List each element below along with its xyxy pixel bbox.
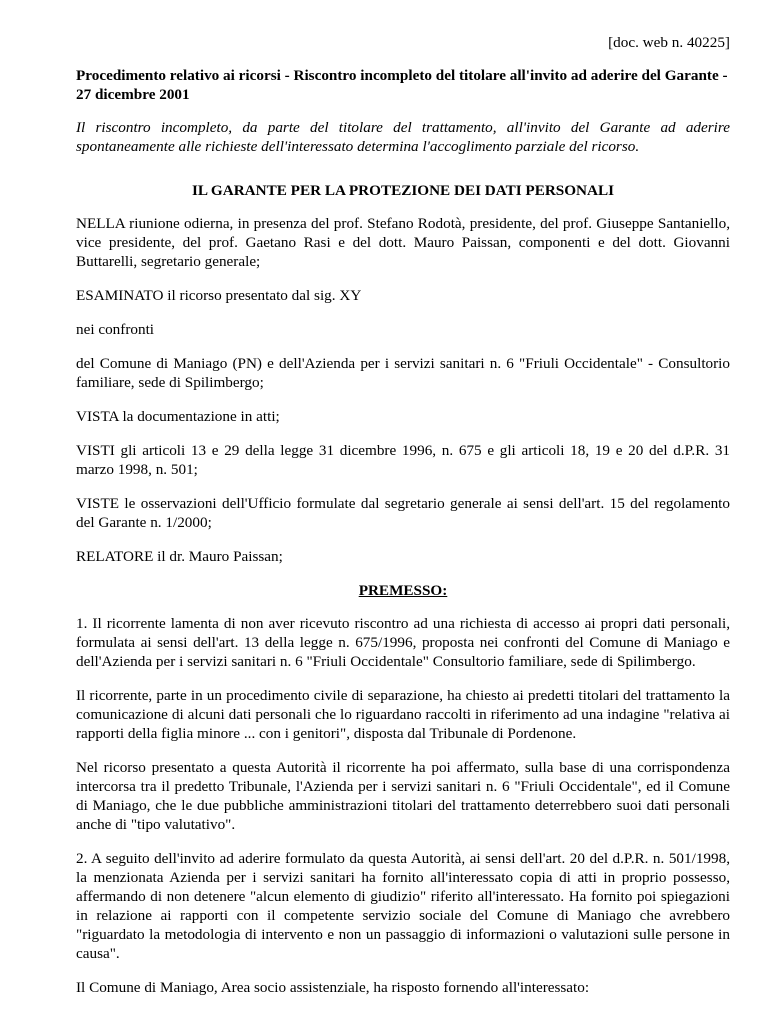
- authority-heading: IL GARANTE PER LA PROTEZIONE DEI DATI PERSONALI: [191, 182, 615, 199]
- premesso-heading: PREMESSO:: [358, 582, 448, 599]
- paragraph: ESAMINATO il ricorso presentato dal sig. XY: [76, 287, 362, 304]
- paragraph: VISTE le osservazioni dell'Ufficio formulate dal segretario generale ai sensi dell'art. 15 del regolamento del Garante n. 1/2000;: [76, 495, 730, 531]
- paragraph: Nel ricorso presentato a questa Autorità il ricorrente ha poi affermato, sulla base di una corrispondenza intercorsa tra il predetto Tribunale, l'Azienda per i servizi sanitari n. 6 "Friuli Occidentale", ed il Comune di Maniago, che le due pubbliche amministrazioni titolari del trattamento deterrebbero suoi dati personali anche di "tipo valutativo".: [76, 759, 730, 833]
- paragraph: del Comune di Maniago (PN) e dell'Azienda per i servizi sanitari n. 6 "Friuli Occidentale" - Consultorio familiare, sede di Spilimbergo;: [76, 355, 730, 391]
- paragraph: nei confronti: [76, 321, 155, 338]
- paragraph: VISTI gli articoli 13 e 29 della legge 31 dicembre 1996, n. 675 e gli articoli 18, 19 e 20 del d.P.R. 31 marzo 1998, n. 501;: [76, 442, 730, 478]
- paragraph: NELLA riunione odierna, in presenza del prof. Stefano Rodotà, presidente, del prof. Giuseppe Santaniello, vice presidente, del prof. Gaetano Rasi e del dott. Mauro Paissan, componenti e del dott. Giovanni Buttarelli, segretario generale;: [76, 215, 730, 270]
- paragraph: VISTA la documentazione in atti;: [76, 408, 280, 425]
- paragraph: RELATORE il dr. Mauro Paissan;: [76, 548, 283, 565]
- paragraph: Il Comune di Maniago, Area socio assistenziale, ha risposto fornendo all'interessato:: [76, 979, 590, 996]
- document-abstract: Il riscontro incompleto, da parte del titolare del trattamento, all'invito del Garante ad aderire spontaneamente alle richieste dell'interessato determina l'accoglimento parziale del ricorso.: [76, 119, 730, 155]
- document-title: Procedimento relativo ai ricorsi - Riscontro incompleto del titolare all'invito ad aderire del Garante - 27 dicembre 2001: [76, 67, 728, 103]
- paragraph: Il ricorrente, parte in un procedimento civile di separazione, ha chiesto ai predetti titolari del trattamento la comunicazione di alcuni dati personali che lo riguardano raccolti in riferimento ad una indagine "relativa ai rapporti della figlia minore ... con i genitori", disposta dal Tribunale di Pordenone.: [76, 687, 730, 742]
- document-reference: [doc. web n. 40225]: [608, 34, 730, 51]
- document-body: [76, 181, 730, 1012]
- paragraph: 1. Il ricorrente lamenta di non aver ricevuto riscontro ad una richiesta di accesso ai propri dati personali, formulata ai sensi dell'art. 13 della legge n. 675/1996, proposta nei confronti del Comune di Maniago e dell'Azienda per i servizi sanitari n. 6 "Friuli Occidentale" Consultorio familiare, sede di Spilimbergo.: [76, 615, 730, 670]
- paragraph: 2. A seguito dell'invito ad aderire formulato da questa Autorità, ai sensi dell'art. 20 del d.P.R. n. 501/1998, la menzionata Azienda per i servizi sanitari ha fornito all'interessato copia di atti in proprio possesso, affermando di non detenere "alcun elemento di giudizio" riferito all'interessato. Ha fornito poi spiegazioni in relazione ai rapporti con il competente servizio sociale del Comune di Maniago che avrebbero "riguardato la metodologia di intervento e non un passaggio di informazioni o valutazioni sulle persone in causa".: [76, 850, 730, 962]
